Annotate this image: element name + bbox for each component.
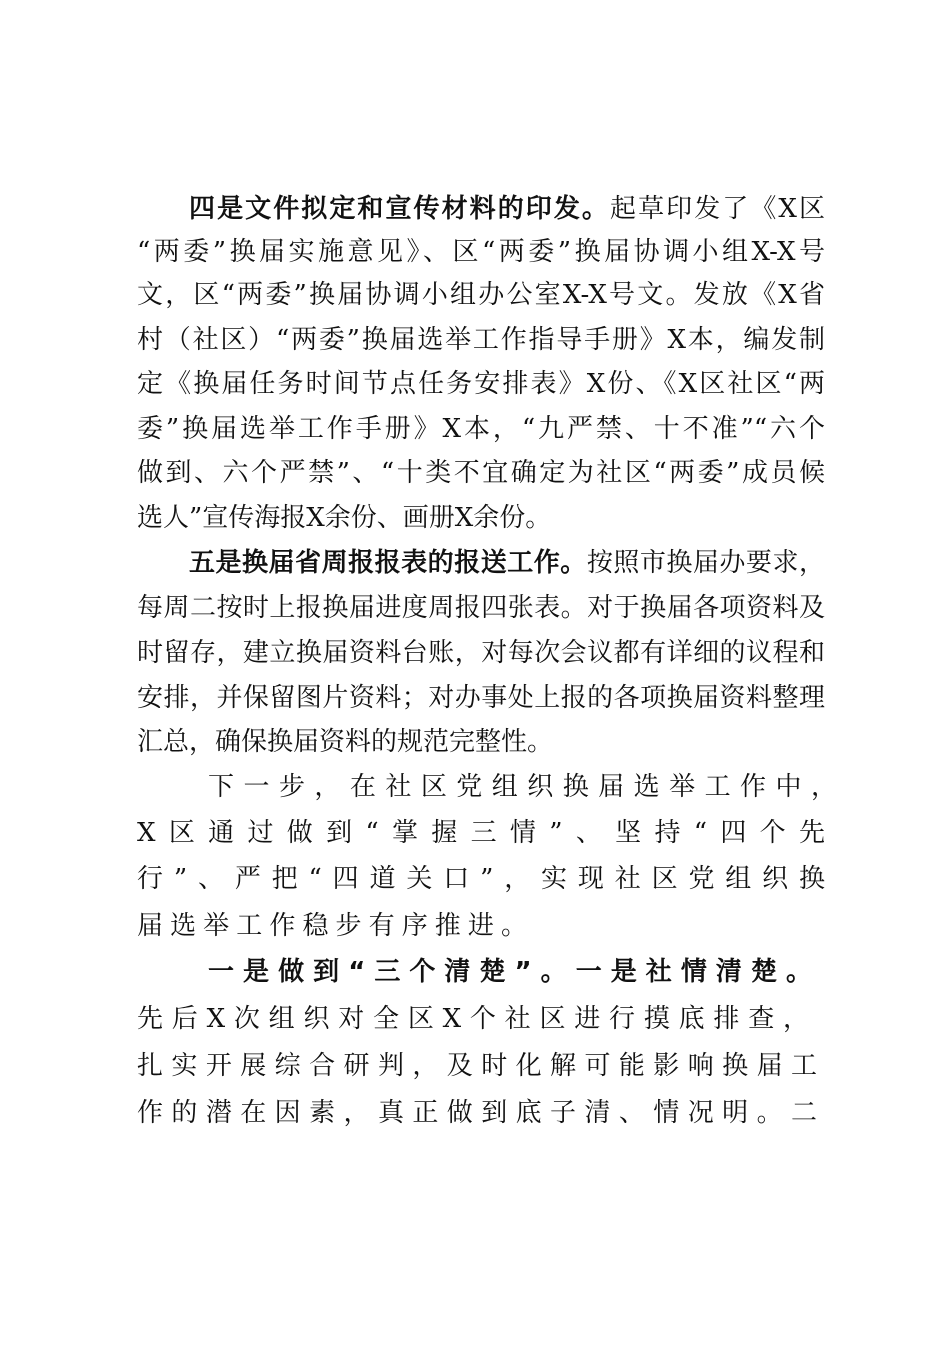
para2-line-3: 时留存，建立换届资料台账，对每次会议都有详细的议程和 [137,638,825,668]
para1-line-8: 选人”宣传海报X余份、画册X余份。 [137,503,552,533]
para4-line-3: 扎实开展综合研判，及时化解可能影响换届工 [137,1051,817,1081]
para4-line-2: 先后X次组织对全区X个社区进行摸底排查， [137,1004,809,1034]
para1-line-6: 委”换届选举工作手册》X本，“九严禁、十不准”“六个 [137,414,825,444]
para1-heading: 四是文件拟定和宣传材料的印发。 [189,194,611,224]
para2-line-2: 每周二按时上报换届进度周报四张表。对于换届各项资料及 [137,593,825,623]
para1-line-1 [189,189,825,229]
para1-line-7: 做到、六个严禁”、“十类不宜确定为社区“两委”成员候 [137,458,825,488]
para2-heading: 五是换届省周报报表的报送工作。 [189,548,587,578]
para1-line-4: 村（社区）“两委”换届选举工作指导手册》X本，编发制 [137,325,825,355]
para1-line-1-text: 起草印发了《X区 [610,194,825,224]
para3-line-2: X区通过做到“掌握三情”、坚持“四个先 [137,818,825,848]
para3-line-4: 届选举工作稳步有序推进。 [137,911,527,941]
para2-line-1-text: 按照市换届办要求， [586,548,825,578]
para2-line-5: 汇总，确保换届资料的规范完整性。 [137,727,554,757]
para4-line-4: 作的潜在因素，真正做到底子清、情况明。二 [137,1098,817,1128]
para4-line-1: 一是做到“三个清楚”。一是社情清楚。 [208,957,812,987]
para1-line-3: 文，区“两委”换届协调小组办公室X-X号文。发放《X省 [137,280,825,310]
para3-line-3: 行”、严把“四道关口”，实现社区党组织换 [137,864,825,894]
para1-line-5: 定《换届任务时间节点任务安排表》X份、《X区社区“两 [137,369,825,399]
para1-line-2: “两委”换届实施意见》、区“两委”换届协调小组X-X号 [137,237,825,267]
para2-line-4: 安排，并保留图片资料；对办事处上报的各项换届资料整理 [137,683,825,713]
para2-line-1 [189,543,825,583]
para3-line-1: 下一步，在社区党组织换届选举工作中， [208,772,837,802]
